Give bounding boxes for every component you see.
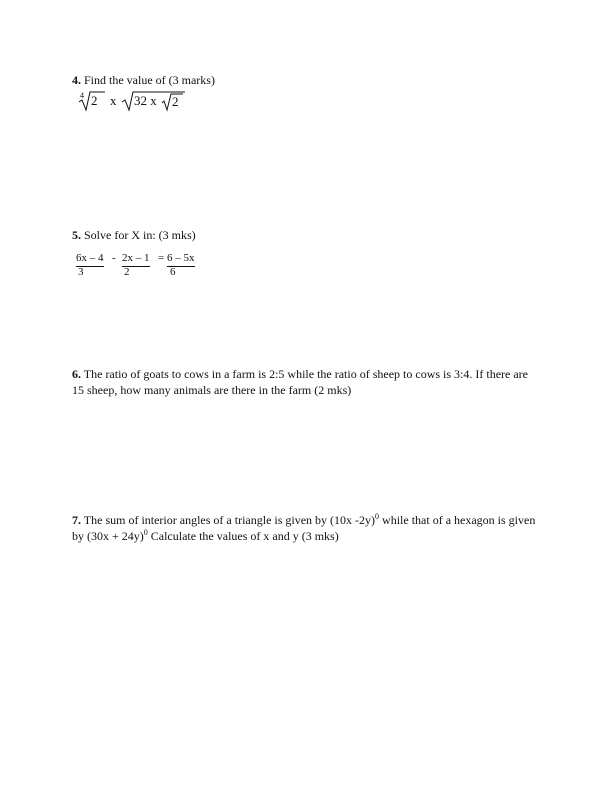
fraction-2-denominator: 2 (124, 266, 130, 278)
degree-superscript-1: 0 (375, 512, 380, 521)
fraction-1-denominator: 3 (78, 266, 84, 278)
question-5-equation (74, 250, 214, 280)
fraction-3-denominator: 6 (170, 266, 176, 278)
question-6-text-1: The ratio of goats to cows in a farm is 2:5 while the ratio of sheep to cows is 3:4. If there are (81, 367, 528, 381)
question-7-text-2b: Calculate the values of x and y (3 mks) (147, 529, 339, 543)
root-index: 4 (80, 91, 84, 100)
radicand-1: 2 (91, 93, 98, 108)
question-7-text-2a: by (30x + 24y) (72, 529, 144, 543)
question-4-prompt (72, 72, 542, 88)
question-4-text: Find the value of (3 marks) (81, 73, 215, 87)
question-6-line-2: 15 sheep, how many animals are there in the farm (2 mks) (72, 383, 352, 397)
minus-sign: - (112, 252, 116, 264)
question-5-text: Solve for X in: (3 mks) (81, 228, 196, 242)
fraction-2-numerator: 2x – 1 (122, 250, 150, 267)
question-5-prompt (72, 227, 542, 243)
question-4 (72, 72, 542, 88)
equals-sign: = (158, 252, 165, 264)
question-7-number: 7. (72, 513, 81, 527)
question-7-line-2 (72, 528, 542, 544)
times-sign: x (110, 93, 117, 108)
question-4-expression (75, 88, 205, 112)
radicand-2-part: 32 x (134, 93, 157, 108)
fraction-3-numerator: 6 – 5x (167, 250, 195, 267)
question-5-number: 5. (72, 228, 81, 242)
question-5 (72, 227, 542, 243)
question-4-number: 4. (72, 73, 81, 87)
fraction-1-numerator: 6x – 4 (76, 250, 104, 267)
question-7-line-1 (72, 512, 542, 528)
question-7 (72, 512, 542, 544)
question-7-text-1a: The sum of interior angles of a triangle is given by (10x -2y) (81, 513, 376, 527)
question-6-number: 6. (72, 367, 81, 381)
question-6-line-1 (72, 366, 542, 382)
question-6 (72, 366, 542, 398)
radicand-2-inner: 2 (172, 94, 179, 109)
question-7-text-1b: while that of a hexagon is given (379, 513, 536, 527)
degree-superscript-2: 0 (143, 528, 148, 537)
